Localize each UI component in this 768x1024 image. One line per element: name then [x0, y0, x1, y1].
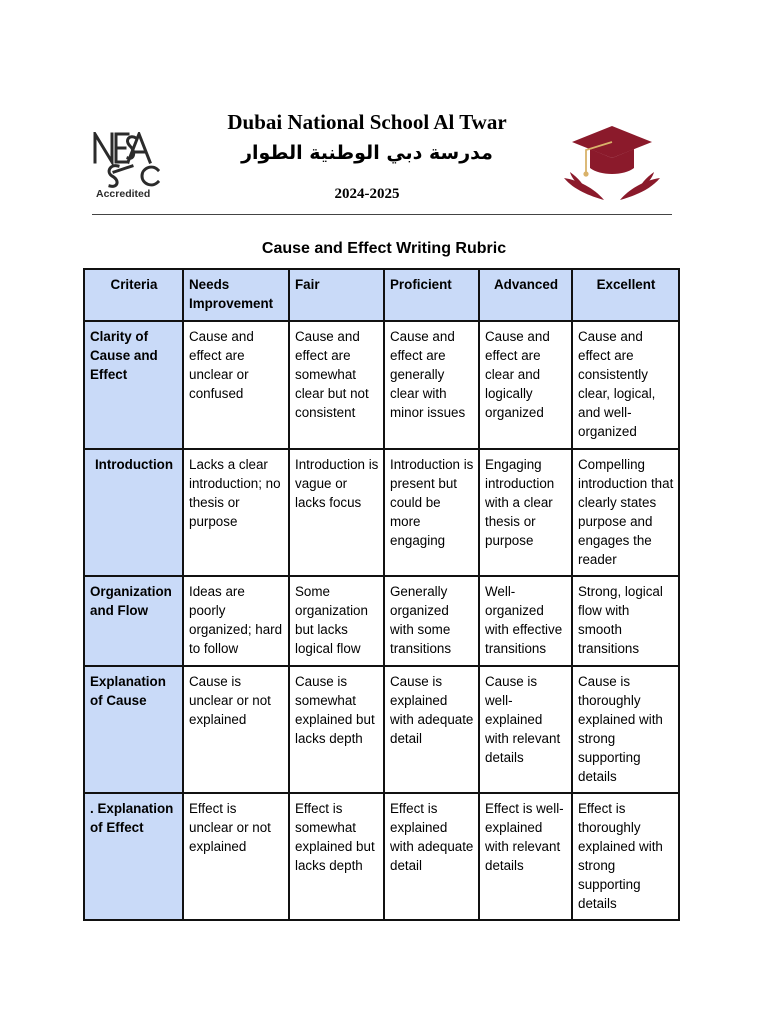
table-cell: Generally organized with some transitions: [384, 576, 479, 666]
table-cell: Cause and effect are generally clear with minor issues: [384, 321, 479, 449]
table-cell: Cause and effect are clear and logically organized: [479, 321, 572, 449]
table-cell: Effect is unclear or not explained: [183, 793, 289, 920]
table-cell: Cause and effect are consistently clear, logical, and well-organized: [572, 321, 679, 449]
column-header: Excellent: [572, 269, 679, 321]
column-header: Proficient: [384, 269, 479, 321]
table-cell: Cause is somewhat explained but lacks depth: [289, 666, 384, 793]
table-cell: Cause is explained with adequate detail: [384, 666, 479, 793]
table-cell: Introduction is vague or lacks focus: [289, 449, 384, 576]
table-cell: Effect is explained with adequate detail: [384, 793, 479, 920]
table-cell: Cause and effect are unclear or confused: [183, 321, 289, 449]
rubric-title: Cause and Effect Writing Rubric: [261, 240, 507, 257]
table-cell: Cause is thoroughly explained with strong supporting details: [572, 666, 679, 793]
svg-text:Accredited: Accredited: [96, 188, 151, 200]
table-cell: Compelling introduction that clearly states purpose and engages the reader: [572, 449, 679, 576]
table-cell: Ideas are poorly organized; hard to follow: [183, 576, 289, 666]
criteria-cell: Introduction: [84, 449, 183, 576]
table-header-row: [84, 269, 679, 321]
school-year: 2024-2025: [334, 186, 400, 202]
table-cell: Strong, logical flow with smooth transitions: [572, 576, 679, 666]
table-row: [84, 666, 679, 793]
table-row: [84, 449, 679, 576]
school-name-arabic: مدرسة دبي الوطنية الطوار: [241, 142, 493, 164]
school-name: Dubai National School Al Twar: [227, 110, 507, 134]
table-cell: Effect is thoroughly explained with strong supporting details: [572, 793, 679, 920]
criteria-cell: . Explanation of Effect: [84, 793, 183, 920]
table-cell: Introduction is present but could be more engaging: [384, 449, 479, 576]
table-cell: Cause and effect are somewhat clear but not consistent: [289, 321, 384, 449]
column-header: Advanced: [479, 269, 572, 321]
table-cell: Effect is well-explained with relevant details: [479, 793, 572, 920]
table-row: [84, 793, 679, 920]
table-cell: Effect is somewhat explained but lacks depth: [289, 793, 384, 920]
table-cell: Cause is well-explained with relevant details: [479, 666, 572, 793]
table-cell: Engaging introduction with a clear thesis or purpose: [479, 449, 572, 576]
table-cell: Some organization but lacks logical flow: [289, 576, 384, 666]
table-row: [84, 576, 679, 666]
header-divider: [92, 214, 672, 215]
column-header: Needs Improvement: [183, 269, 289, 321]
rubric-table: [83, 268, 680, 921]
criteria-cell: Explanation of Cause: [84, 666, 183, 793]
table-cell: Well-organized with effective transitions: [479, 576, 572, 666]
table-cell: Cause is unclear or not explained: [183, 666, 289, 793]
criteria-cell: Organization and Flow: [84, 576, 183, 666]
table-row: [84, 321, 679, 449]
column-header: Criteria: [84, 269, 183, 321]
criteria-cell: Clarity of Cause and Effect: [84, 321, 183, 449]
table-cell: Lacks a clear introduction; no thesis or purpose: [183, 449, 289, 576]
column-header: Fair: [289, 269, 384, 321]
